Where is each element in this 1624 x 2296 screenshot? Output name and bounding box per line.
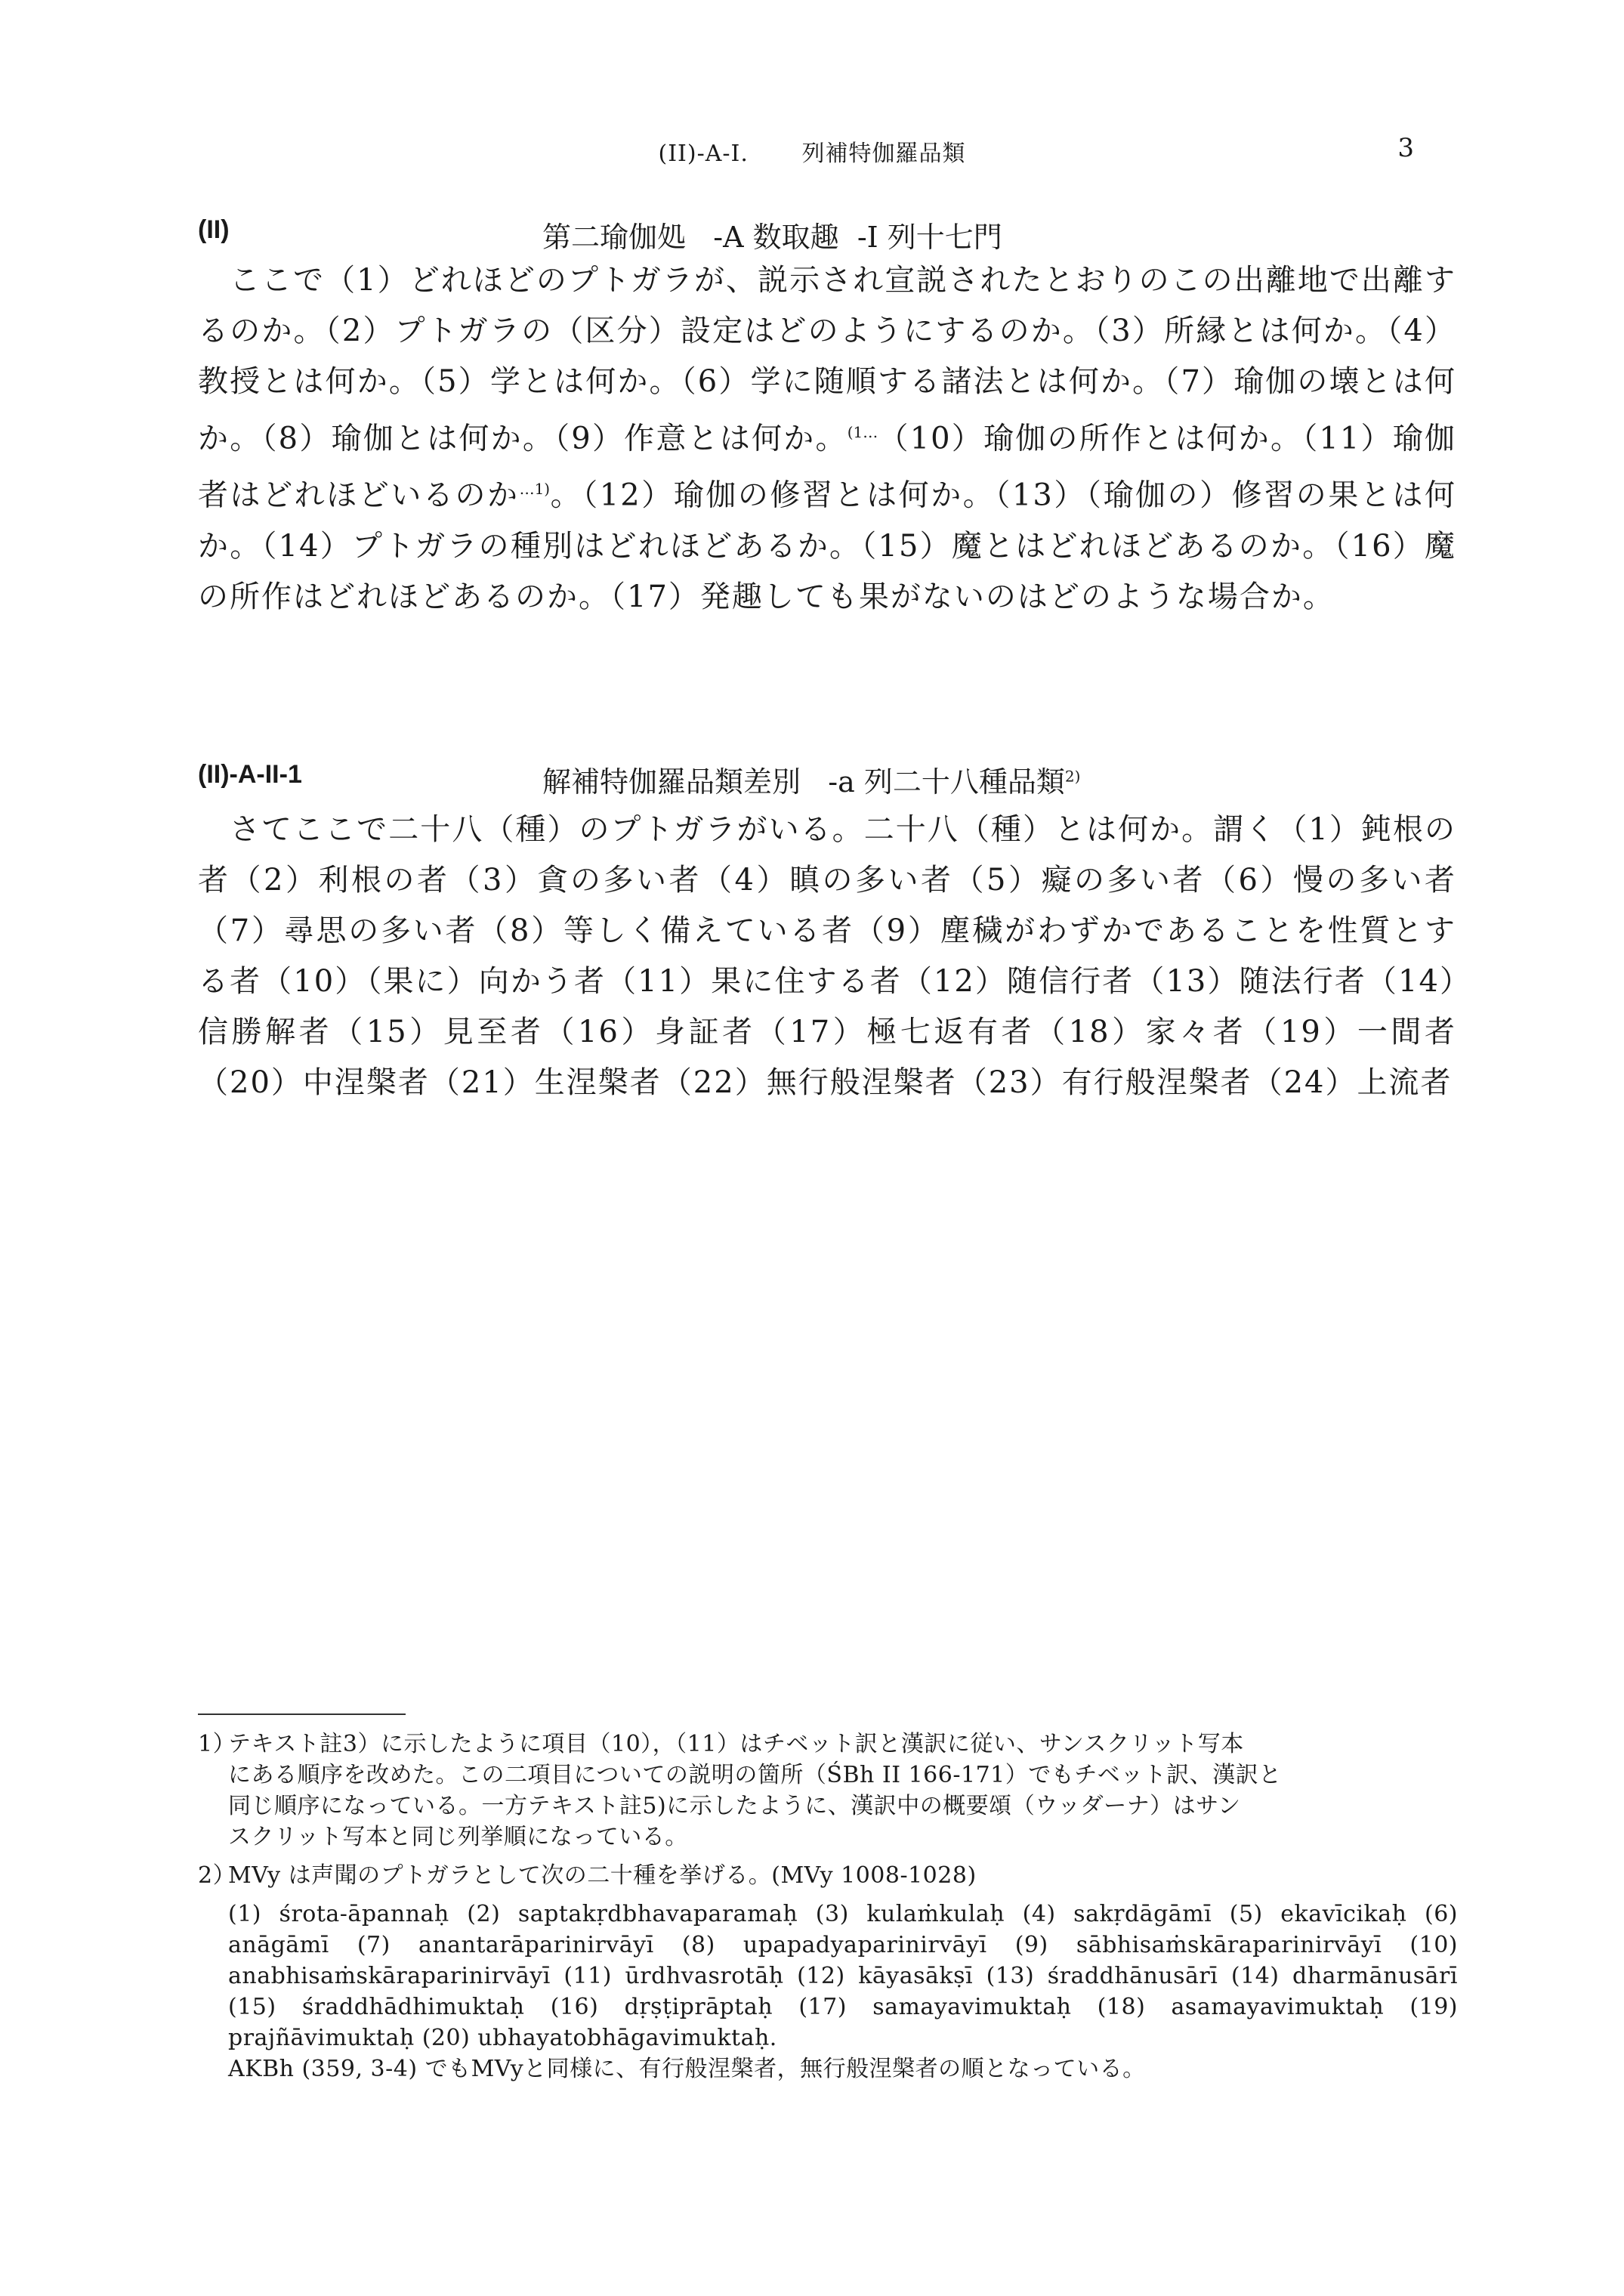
section-title-a: -A 数取趣: [713, 221, 839, 254]
footnote-number: 2）: [198, 1862, 236, 1889]
running-header: [0, 134, 1624, 168]
paragraph-text: ここで（1）どれほどのプトガラが、説示され宣説されたとおりのこの出離地で出離するのか。（2）プトガラの（区分）設定はどのようにするのか。（3）所縁とは何か。（4）教授とは何か。（5）学とは何か。（6）学に随順する諸法とは何か。（7）瑜伽の壊とは何か。（8）瑜伽とは何か。（9）作意とは何か。: [198, 263, 1456, 456]
note-open-mark: (1…: [847, 423, 878, 441]
section-title: [542, 759, 1080, 800]
footnote-ref-2: 2): [1064, 767, 1081, 786]
section-title-a: -a 列二十八種品類: [828, 765, 1065, 799]
footnote-number: 1）: [198, 1731, 236, 1757]
footnote-2-closing: AKBh (359, 3-4) でもMVyと同様に、有行般涅槃者，無行般涅槃者の順となっている。: [228, 2056, 1146, 2082]
footnotes: [198, 1729, 1458, 2084]
section-code: (II): [198, 215, 230, 244]
section-code: (II)-A-II-1: [198, 760, 302, 789]
section-title-main: 第二瑜伽処: [542, 221, 687, 254]
section-title-main: 解補特伽羅品類差別: [542, 765, 801, 799]
footnote-line: にある順序を改めた。この二項目についての説明の箇所（ŚBh II 166-171）でもチベット訳、漢訳と: [228, 1762, 1282, 1788]
footnote-line: スクリット写本と同じ列挙順になっている。: [228, 1824, 688, 1850]
footnote-2-list: (1) śrota-āpannaḥ (2) saptakṛdbhavaparamaḥ (3) kulaṁkulaḥ (4) sakṛdāgāmī (5) ekavīcikaḥ (6) anāgāmī (7) anantarāparinirvāyī (8) upapadyaparinirvāyī (9) sābhisaṁskāraparinirvāyī (10) anabhisaṁskāraparinirvāyī (11) ūrdhvasrotāḥ (12) kāyasākṣī (13) śraddhānusārī (14) dharmānusārī (15) śraddhādhimuktaḥ (16) dṛṣṭiprāptaḥ (17) samayavimuktaḥ (18) asamayavimuktaḥ (19) prajñāvimuktaḥ (20) ubhayatobhāgavimuktaḥ.: [228, 1901, 1458, 2051]
note-close-mark: …1): [519, 480, 551, 499]
footnote-divider: [198, 1714, 406, 1715]
paragraph-note-text: （10）瑜伽の所作とは何か。（11）瑜伽者はどれほどいるのか: [198, 421, 1456, 513]
section-title-b: -I 列十七門: [857, 221, 1002, 254]
paragraph-text-continued: 。（12）瑜伽の修習とは何か。（13）（瑜伽の）修習の果とは何か。（14）プトガラの種別はどれほどあるか。（15）魔とはどれほどあるのか。（16）魔の所作はどれほどあるのか。（17）発趣しても果がないのはどのような場合か。: [198, 477, 1457, 614]
page-number: 3: [1397, 133, 1414, 163]
footnote-line: テキスト註3）に示したように項目（10），（11）はチベット訳と漢訳に従い、サンスクリット写本: [228, 1731, 1244, 1757]
header-title: 列補特伽羅品類: [801, 141, 966, 167]
section-ii-paragraph: [198, 255, 1456, 623]
section-ii-a-ii-1-paragraph: さてここで二十八（種）のプトガラがいる。二十八（種）とは何か。謂く（1）鈍根の者（2）利根の者（3）貪の多い者（4）瞋の多い者（5）癡の多い者（6）慢の多い者（7）尋思の多い者（8）等しく備えている者（9）塵穢がわずかであることを性質とする者（10）（果に）向かう者（11）果に住する者（12）随信行者（13）随法行者（14）信勝解者（15）見至者（16）身証者（17）極七返有者（18）家々者（19）一間者（20）中涅槃者（21）生涅槃者（22）無行般涅槃者（23）有行般涅槃者（24）上流者: [198, 812, 1456, 1100]
footnote-2: [198, 1860, 1458, 1891]
header-section-code: (II)-A-I.: [658, 141, 749, 167]
footnote-intro: MVy は声聞のプトガラとして次の二十種を挙げる。(MVy 1008-1028): [228, 1862, 977, 1889]
footnote-line: 同じ順序になっている。一方テキスト註5)に示したように、漢訳中の概要頌（ウッダーナ）はサン: [228, 1793, 1241, 1819]
section-title: [542, 214, 1002, 255]
footnote-1: [198, 1729, 1458, 1853]
